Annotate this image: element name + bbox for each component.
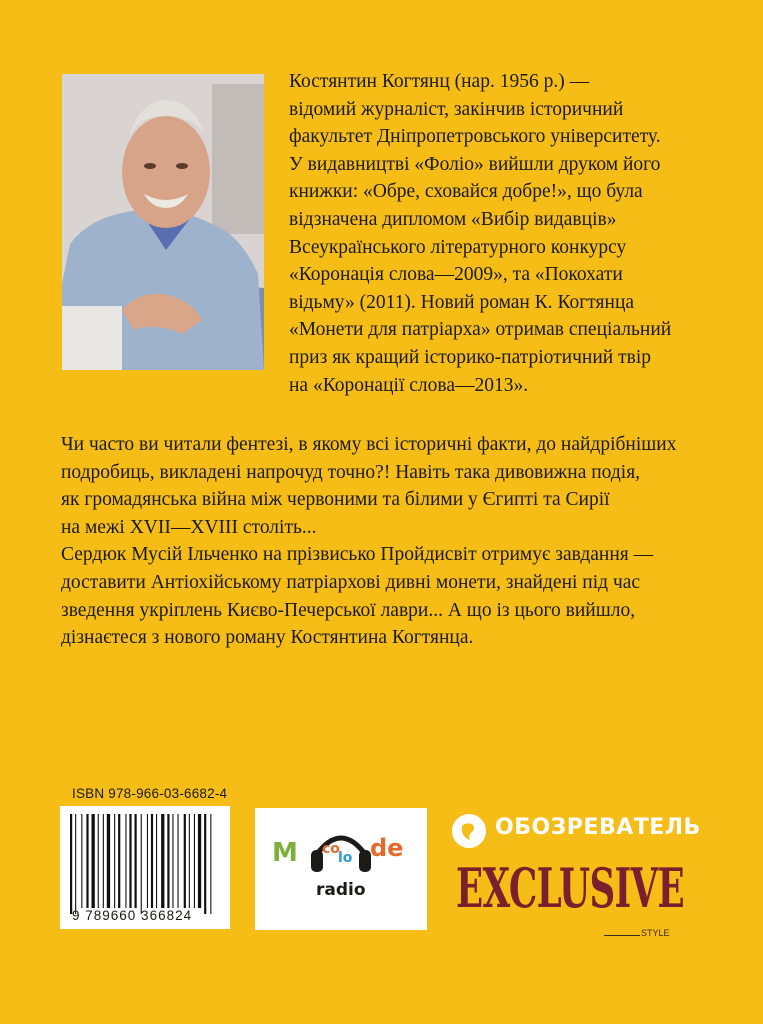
book-description <box>61 431 741 652</box>
barcode-bar <box>103 814 104 908</box>
author-bio-line: книжки: «Обре, сховайся добре!», що була <box>289 181 643 203</box>
description-line: дізнаєтеся з нового роману Костянтина Когтянца. <box>61 627 474 649</box>
exclusive-style-word: STYLE <box>641 928 670 938</box>
author-bio-line: «Коронація слова—2009», та «Покохати <box>289 264 623 286</box>
author-bio-line: відьму» (2011). Новий роман К. Когтянца <box>289 291 635 313</box>
barcode-bar <box>194 814 195 908</box>
barcode-bar <box>184 814 186 908</box>
barcode-bar <box>147 814 148 908</box>
author-bio-line: відомий журналіст, закінчив історичний <box>289 98 624 120</box>
author-photo <box>62 74 264 370</box>
barcode-bar <box>156 814 157 908</box>
radio-logo-letter: co <box>322 841 340 857</box>
headphones-icon <box>255 808 427 930</box>
author-bio-line: У видавництві «Фоліо» вийшли друком його <box>289 153 661 175</box>
author-bio-line: Костянтин Когтянц (нар. 1956 р.) — <box>289 71 590 92</box>
barcode-bar <box>92 814 95 908</box>
description-line: доставити Антіохійському патріархові дивні монети, знайдені під час <box>61 571 641 593</box>
author-bio-line: відзначена дипломом «Вибір видавців» <box>289 208 617 230</box>
barcode-bar <box>172 814 173 908</box>
barcode-bar <box>98 814 99 908</box>
author-bio <box>289 68 729 399</box>
author-photo-illustration <box>62 74 264 370</box>
exclusive-style-rule <box>604 935 640 936</box>
barcode-bar <box>118 814 120 908</box>
barcode-bar <box>129 814 131 908</box>
description-line: Чи часто ви читали фентезі, в якому всі історичні факти, до найдрібніших <box>61 434 677 455</box>
barcode-bar <box>81 814 82 908</box>
author-bio-line: приз як кращий історико-патріотичний твір <box>289 346 652 368</box>
barcode-bar <box>167 814 169 908</box>
radio-logo-letter: de <box>370 834 404 862</box>
barcode-bar <box>141 814 142 914</box>
description-line: подробиць, викладені напрочуд точно?! Навіть така дивовижна подія, <box>61 461 641 483</box>
globe-icon-shape <box>452 814 486 848</box>
author-bio-line: факультет Дніпропетровського університету. <box>289 126 661 148</box>
barcode-bar <box>107 814 110 908</box>
author-bio-line: «Монети для патріарха» отримав спеціальний <box>289 319 672 341</box>
obozrevatel-logo: ОБОЗРЕВАТЕЛЬ <box>495 815 701 840</box>
barcode-bar <box>135 814 137 908</box>
description-line: на межі XVII—XVIII століть... <box>61 516 317 538</box>
radio-logo-letter: M <box>272 838 298 868</box>
globe-icon <box>452 814 486 848</box>
barcode-bar <box>70 814 72 914</box>
author-bio-line: Всеукраїнського літературного конкурсу <box>289 236 627 258</box>
description-line: Сердюк Мусій Ільченко на прізвисько Пройдисвіт отримує завдання — <box>61 544 654 566</box>
barcode-bar <box>204 814 206 914</box>
barcode-bar <box>86 814 88 908</box>
barcode-bar <box>198 814 201 908</box>
author-bio-line: на «Коронації слова—2013». <box>289 374 529 396</box>
isbn-label: ISBN 978-966-03-6682-4 <box>72 786 228 801</box>
barcode-bar <box>75 814 76 914</box>
barcode-bar <box>161 814 164 908</box>
description-line: як громадянська війна між червоними та білими у Єгипті та Сирії <box>61 489 610 511</box>
melodia-radio-logo-box <box>255 808 427 930</box>
barcode-bar <box>125 814 126 908</box>
barcode-bar <box>151 814 153 908</box>
barcode-number: 9 789660 366824 <box>72 908 193 923</box>
barcode-bar <box>189 814 190 908</box>
barcode-bar <box>114 814 115 908</box>
radio-logo-word: radio <box>316 880 366 900</box>
barcode-bar <box>210 814 211 914</box>
exclusive-logo: EXCLUSIVE <box>456 856 685 920</box>
radio-logo-letter: lo <box>338 850 353 866</box>
description-line: зведення укріплень Києво-Печерської лаври... А що із цього вийшло, <box>61 599 636 621</box>
barcode-bar <box>178 814 179 908</box>
